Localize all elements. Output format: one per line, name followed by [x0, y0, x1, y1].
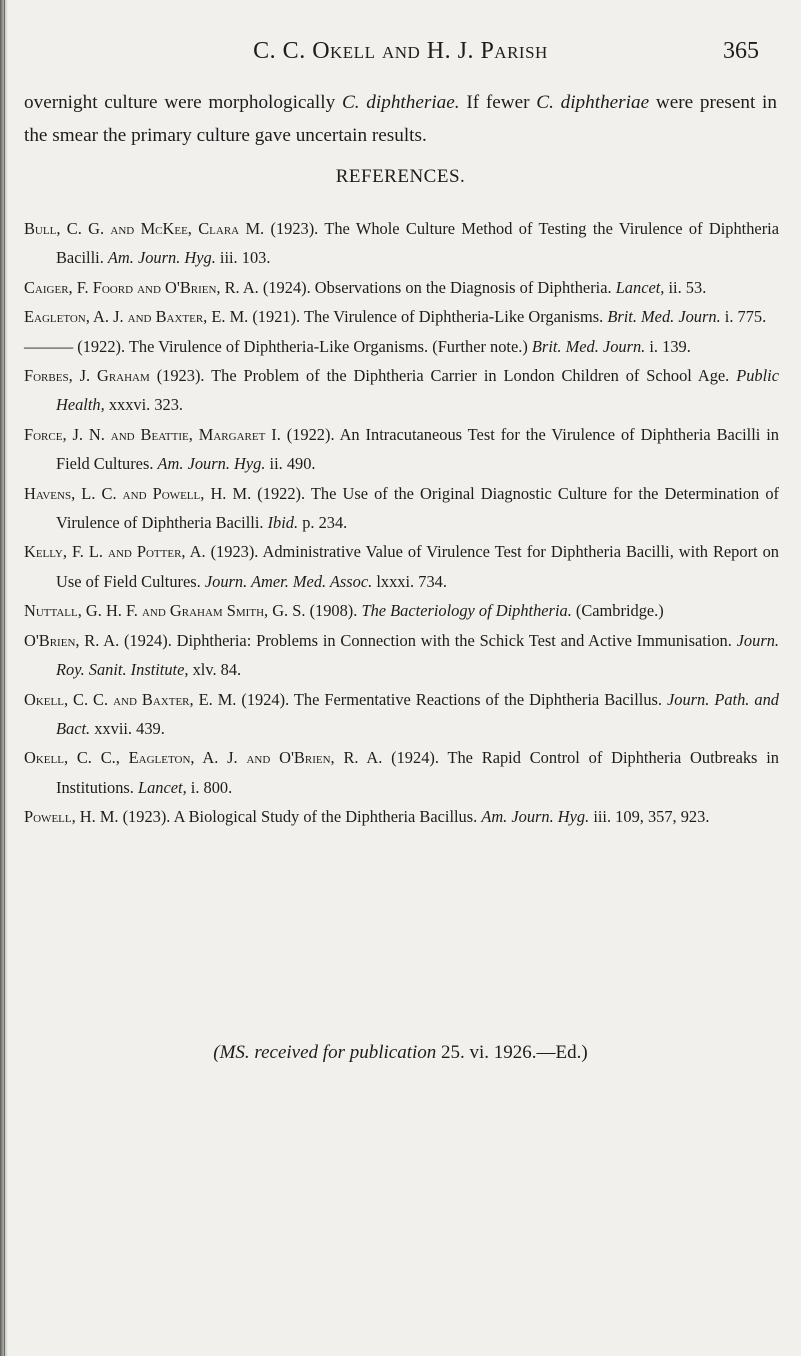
reference-journal: Ibid.: [267, 513, 299, 533]
body-text-run: If fewer: [459, 92, 537, 113]
reference-author: O'Brien, R. A.: [24, 630, 120, 650]
reference-title: (1922). The Virulence of Diphtheria-Like Organisms. (Further note.): [73, 336, 532, 356]
reference-volume: iii. 109, 357, 923.: [589, 807, 710, 827]
reference-entry: [24, 273, 779, 302]
reference-title: (1924). The Fermentative Reactions of the Diphtheria Bacillus.: [236, 689, 668, 709]
reference-entry: [24, 626, 779, 685]
reference-entry: [24, 302, 779, 331]
references-heading: REFERENCES.: [335, 166, 466, 187]
reference-author: Forbes, J. Graham: [24, 366, 150, 386]
reference-title: (1924). Diphtheria: Problems in Connection with the Schick Test and Active Immunisation.: [119, 630, 737, 650]
reference-volume: (Cambridge.): [571, 601, 664, 621]
reference-volume: iii. 103.: [215, 248, 271, 268]
reference-title: (1923). The Problem of the Diphtheria Carrier in London Children of School Age.: [149, 366, 737, 386]
reference-journal: Brit. Med. Journ.: [607, 307, 721, 327]
reference-journal: Journ. Roy. Sanit. Institute,: [56, 630, 779, 680]
reference-title: (1922). An Intracutaneous Test for the Virulence of Diphtheria Bacilli in Field Cultures.: [56, 424, 780, 474]
reference-journal: Lancet,: [615, 277, 665, 297]
reference-title: (1923). A Biological Study of the Diphtheria Bacillus.: [118, 807, 482, 827]
reference-title: (1923). Administrative Value of Virulence Test for Diphtheria Bacilli, with Report on Use of Field Cultures.: [56, 542, 779, 591]
body-text-run: were present in the smear the primary culture gave uncertain results.: [24, 92, 777, 146]
reference-author: Havens, L. C. and Powell, H. M.: [24, 483, 252, 503]
running-head: [0, 38, 801, 72]
reference-title: (1921). The Virulence of Diphtheria-Like Organisms.: [248, 307, 608, 327]
reference-author: Okell, C. C. and Baxter, E. M.: [24, 689, 237, 709]
reference-entry: [24, 596, 779, 625]
reference-journal: The Bacteriology of Diphtheria.: [361, 601, 572, 621]
reference-volume: p. 234.: [298, 513, 348, 533]
reference-volume: ii. 490.: [265, 454, 316, 474]
reference-entry: [24, 420, 779, 479]
reference-volume: xxvii. 439.: [90, 718, 165, 738]
species-name: C. diphtheriae.: [341, 92, 460, 113]
reference-entry: [24, 802, 779, 831]
species-name: C. diphtheriae: [536, 92, 650, 113]
running-title: C. C. Okell and H. J. Parish: [253, 38, 548, 64]
body-paragraph: [24, 86, 777, 152]
reference-title: (1922). The Use of the Original Diagnostic Culture for the Determination of Virulence of Diphtheria Bacilli.: [56, 483, 779, 533]
reference-author: Force, J. N. and Beattie, Margaret I.: [24, 424, 281, 444]
body-text-run: overnight culture were morphologically: [24, 92, 342, 113]
reference-author: Bull, C. G. and McKee, Clara M.: [24, 219, 265, 238]
reference-volume: i. 775.: [720, 307, 767, 327]
reference-entry: [24, 361, 779, 420]
publication-note-italic: (MS. received for publication: [213, 1042, 437, 1063]
reference-journal: Brit. Med. Journ.: [531, 336, 646, 356]
reference-title: (1924). Observations on the Diagnosis of Diphtheria.: [258, 277, 616, 297]
reference-author: Caiger, F. Foord and O'Brien, R. A.: [24, 277, 259, 297]
reference-entry: [24, 685, 779, 744]
reference-journal: Public Health,: [56, 366, 779, 415]
reference-title: (1924). The Rapid Control of Diphtheria Outbreaks in Institutions.: [56, 748, 779, 797]
reference-author: Okell, C. C., Eagleton, A. J. and O'Brien, R. A.: [24, 748, 383, 768]
reference-author: ———: [24, 336, 74, 356]
reference-volume: ii. 53.: [664, 277, 707, 297]
reference-journal: Am. Journ. Hyg.: [107, 248, 216, 268]
page-binding-line: [4, 0, 5, 1356]
reference-entry: [24, 743, 779, 802]
reference-volume: i. 800.: [186, 777, 233, 797]
reference-entry: [24, 214, 779, 273]
reference-author: Eagleton, A. J. and Baxter, E. M.: [24, 307, 249, 327]
reference-volume: i. 139.: [645, 336, 691, 356]
reference-author: Powell, H. M.: [24, 807, 119, 827]
reference-volume: lxxxi. 734.: [372, 571, 447, 591]
reference-journal: Am. Journ. Hyg.: [157, 454, 266, 474]
reference-title: (1923). The Whole Culture Method of Testing the Virulence of Diphtheria Bacilli.: [56, 219, 779, 268]
reference-title: (1908).: [305, 601, 362, 621]
reference-journal: Lancet,: [137, 777, 187, 797]
publication-note-date: 25. vi. 1926.—Ed.): [436, 1042, 588, 1063]
reference-volume: xxxvi. 323.: [104, 395, 184, 415]
reference-journal: Journ. Path. and Bact.: [56, 689, 779, 738]
publication-note: [0, 1042, 801, 1064]
reference-volume: xlv. 84.: [188, 660, 242, 680]
reference-author: Kelly, F. L. and Potter, A.: [24, 542, 206, 562]
reference-entry: [24, 479, 779, 538]
reference-list: [24, 214, 779, 832]
reference-author: Nuttall, G. H. F. and Graham Smith, G. S.: [24, 601, 306, 621]
reference-entry: [24, 537, 779, 596]
page-number: 365: [723, 38, 759, 64]
reference-journal: Journ. Amer. Med. Assoc.: [204, 571, 373, 591]
reference-entry: [24, 332, 779, 361]
reference-journal: Am. Journ. Hyg.: [481, 807, 590, 827]
